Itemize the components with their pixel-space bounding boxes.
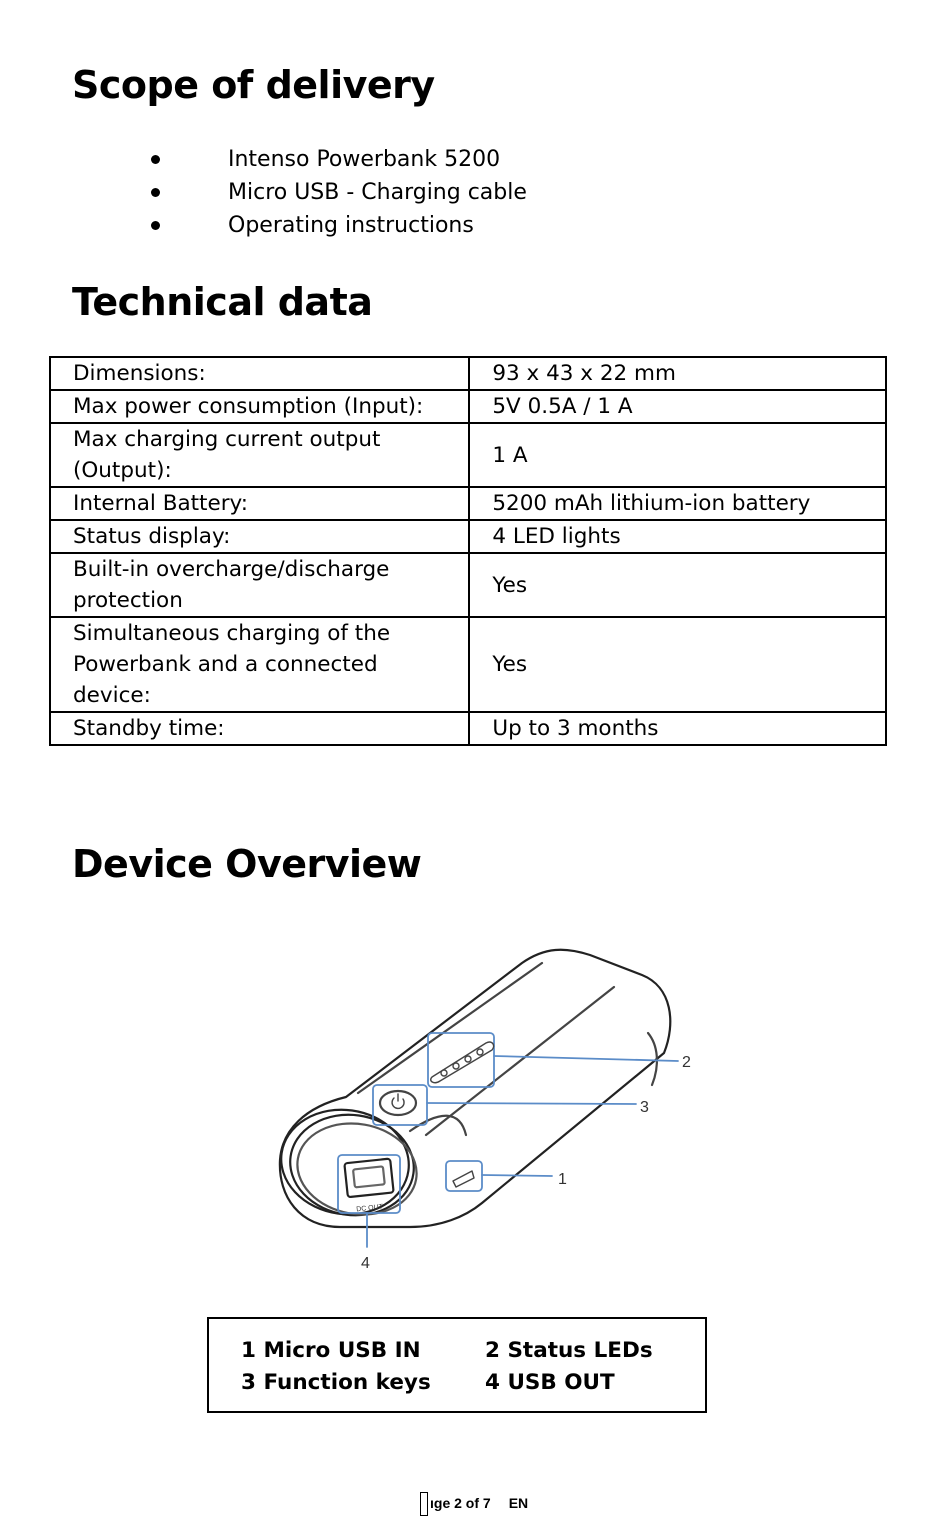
legend-item: 2 Status LEDs <box>485 1338 653 1363</box>
spec-value: Yes <box>469 617 886 712</box>
table-row <box>50 520 886 553</box>
spec-value: 5V 0.5A / 1 A <box>469 390 886 423</box>
usb-out-port <box>344 1159 393 1198</box>
spec-label: Built-in overcharge/discharge protection <box>50 553 469 617</box>
legend-item: 4 USB OUT <box>485 1370 615 1395</box>
spec-value: 5200 mAh lithium-ion battery <box>469 487 886 520</box>
legend-item: 3 Function keys <box>241 1370 431 1395</box>
page-marker-icon <box>420 1492 428 1516</box>
callout-number: 3 <box>640 1099 649 1116</box>
list-item <box>140 143 527 176</box>
scope-list <box>140 143 527 242</box>
overview-heading: Device Overview <box>72 842 422 886</box>
led-icon <box>441 1070 447 1076</box>
legend-item: 1 Micro USB IN <box>241 1338 421 1363</box>
technical-heading: Technical data <box>72 280 373 324</box>
list-item-text: Micro USB - Charging cable <box>228 180 527 205</box>
callout-number: 1 <box>558 1171 567 1188</box>
powerbank-diagram <box>260 935 720 1285</box>
table-row <box>50 617 886 712</box>
page-footer <box>420 1492 528 1516</box>
technical-table <box>49 356 887 746</box>
spec-value: Yes <box>469 553 886 617</box>
bullet-icon <box>151 221 160 230</box>
callout-number: 4 <box>361 1255 370 1272</box>
table-row <box>50 487 886 520</box>
table-row <box>50 423 886 487</box>
port-label: DC OUT <box>355 1203 384 1214</box>
list-item-text: Intenso Powerbank 5200 <box>228 147 501 172</box>
micro-usb-port <box>453 1171 474 1187</box>
spec-value: 1 A <box>469 423 886 487</box>
page-number: ıge 2 of 7 <box>430 1495 491 1511</box>
bullet-icon <box>151 155 160 164</box>
scope-heading: Scope of delivery <box>72 63 435 107</box>
list-item <box>140 209 527 242</box>
spec-label: Max charging current output (Output): <box>50 423 469 487</box>
spec-value: 93 x 43 x 22 mm <box>469 357 886 390</box>
led-icon <box>477 1049 483 1055</box>
led-icon <box>453 1063 459 1069</box>
table-row <box>50 390 886 423</box>
led-icon <box>465 1056 471 1062</box>
language-code: EN <box>508 1495 529 1511</box>
spec-value: Up to 3 months <box>469 712 886 745</box>
list-item-text: Operating instructions <box>228 213 474 238</box>
table-row <box>50 712 886 745</box>
spec-value: 4 LED lights <box>469 520 886 553</box>
table-row <box>50 357 886 390</box>
table-row <box>50 553 886 617</box>
spec-label: Max power consumption (Input): <box>50 390 469 423</box>
bullet-icon <box>151 188 160 197</box>
status-leds-callout <box>428 1033 494 1087</box>
spec-label: Internal Battery: <box>50 487 469 520</box>
callout-number: 2 <box>682 1054 691 1071</box>
legend-box <box>207 1317 707 1413</box>
spec-label: Dimensions: <box>50 357 469 390</box>
spec-label: Standby time: <box>50 712 469 745</box>
spec-label: Simultaneous charging of the Powerbank and a connected device: <box>50 617 469 712</box>
list-item <box>140 176 527 209</box>
spec-label: Status display: <box>50 520 469 553</box>
